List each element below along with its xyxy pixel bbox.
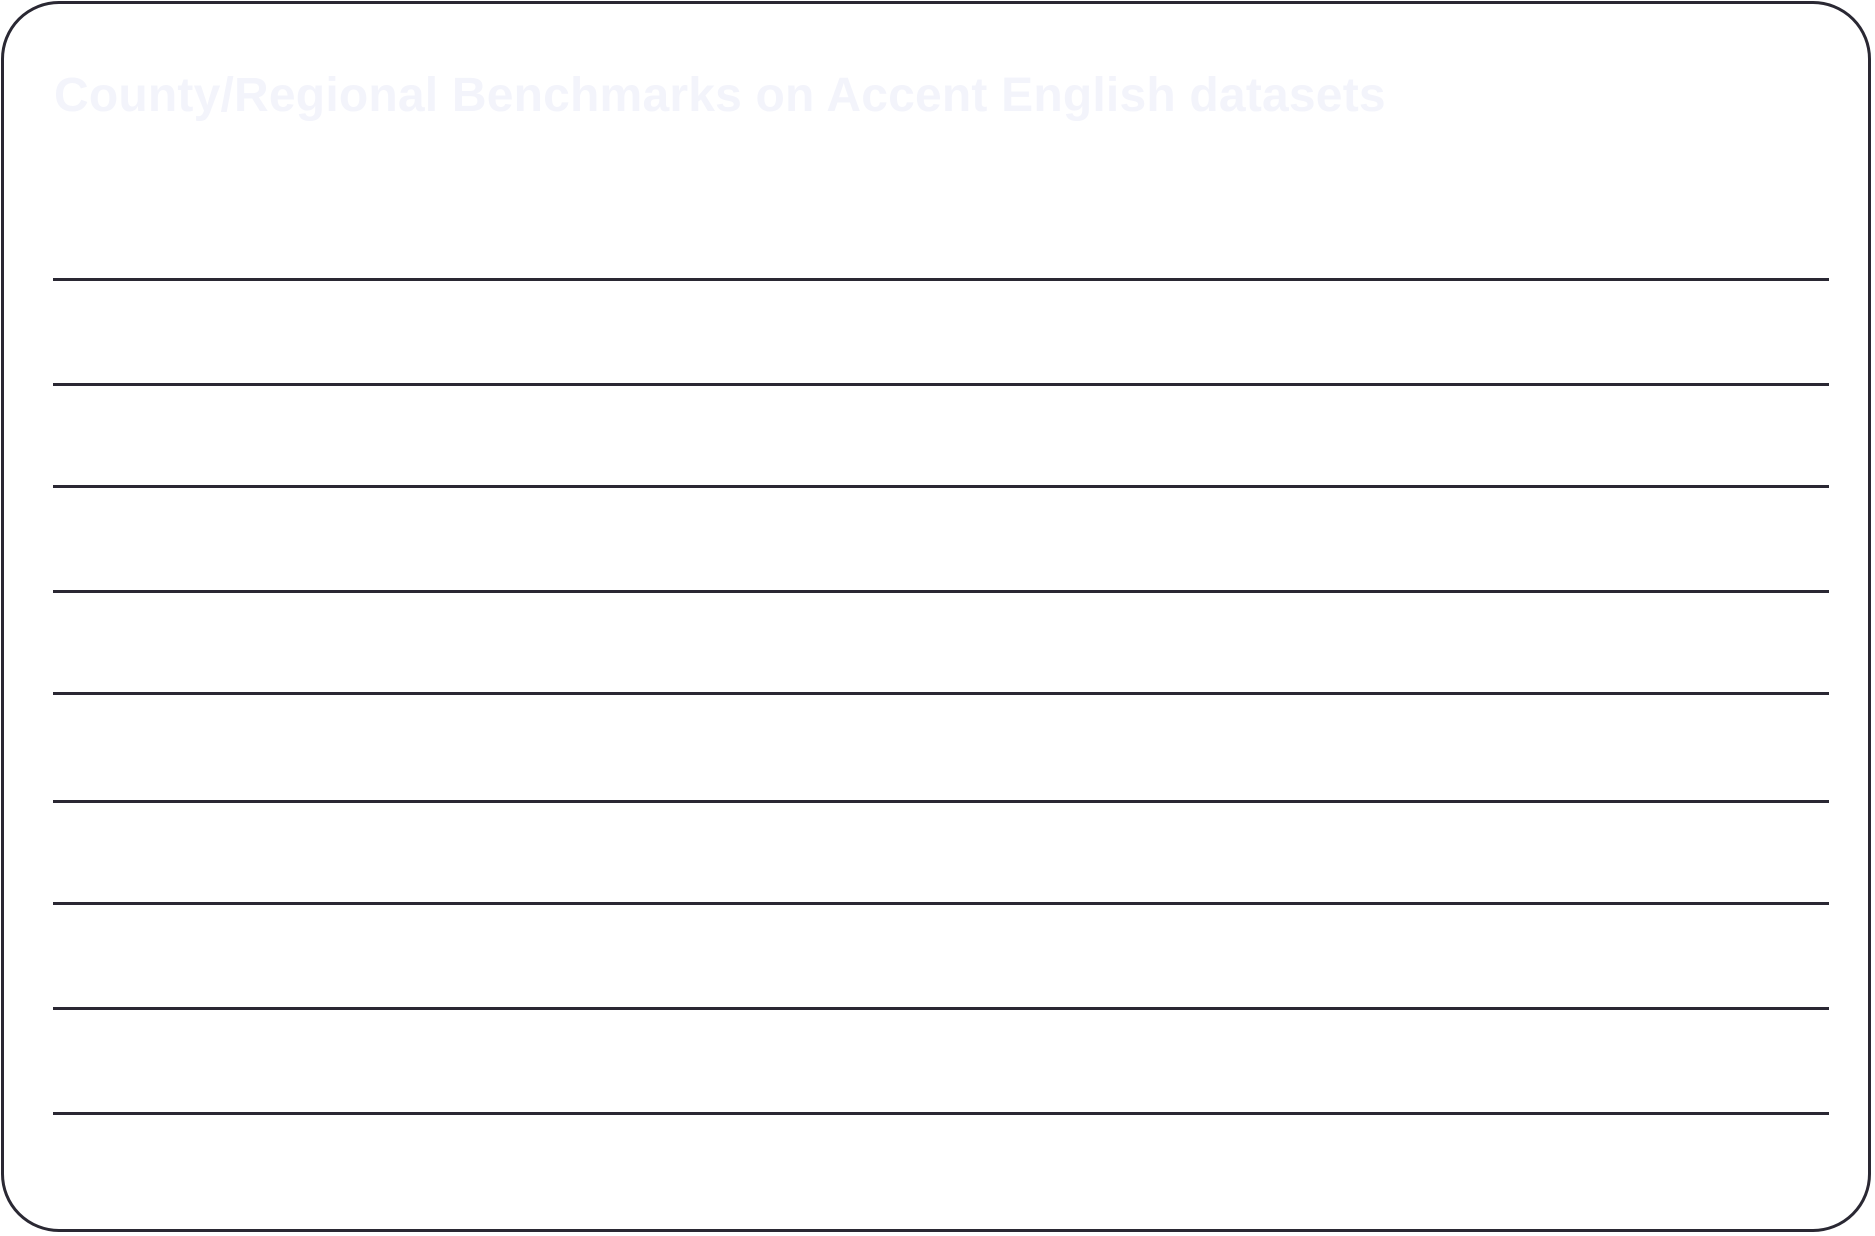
table-row-divider [53, 485, 1829, 488]
table-row-divider [53, 1112, 1829, 1115]
card-title: County/Regional Benchmarks on Accent English datasets [54, 69, 1386, 122]
table-row-divider [53, 278, 1829, 281]
table-row-divider [53, 692, 1829, 695]
table-row-divider [53, 383, 1829, 386]
table-row-divider [53, 902, 1829, 905]
table-row-divider [53, 1007, 1829, 1010]
table-rows [4, 4, 1868, 1229]
table-row-divider [53, 800, 1829, 803]
benchmark-card [1, 1, 1871, 1232]
table-row-divider [53, 590, 1829, 593]
